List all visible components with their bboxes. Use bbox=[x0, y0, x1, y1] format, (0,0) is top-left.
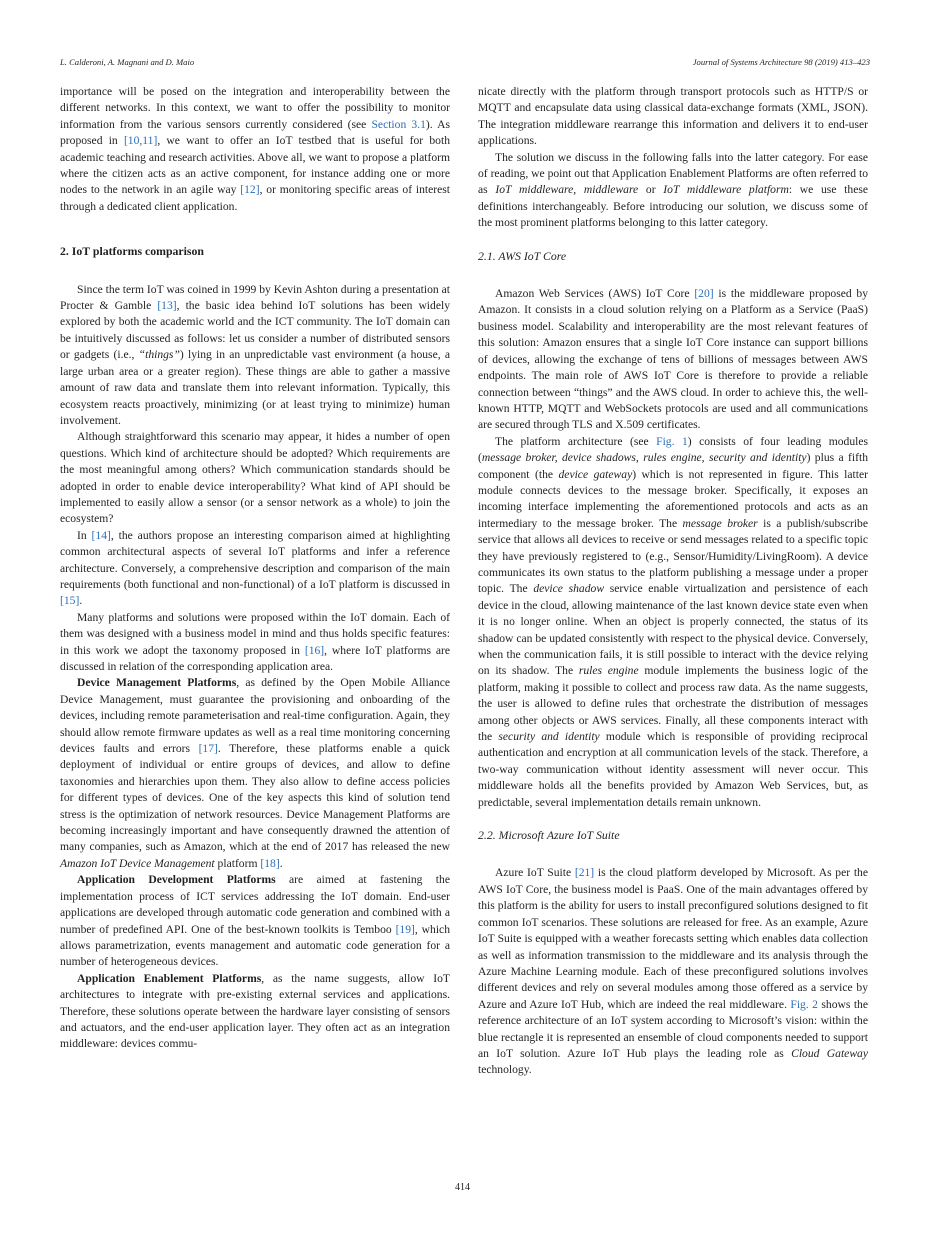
figure-link[interactable]: Fig. 2 bbox=[790, 997, 818, 1011]
citation-link[interactable]: [17] bbox=[198, 742, 218, 756]
paragraph-intro-continued: importance will be posed on the integration and interoperability between the different networks. In this context, we want to offer the possibility to monitor information from the various sensors currently considered (see Section 3.1). As proposed in [10,11], we want to offer an IoT testbed that is useful for both academic teaching and research activities. Above all, we want to propose a platform where the citizen acts as an active component, for instance adding one or more nodes to the network in an agile way [12], or monitoring specific areas of interest through a dedicated client application. bbox=[60, 85, 451, 213]
citation-link[interactable]: [21] bbox=[574, 866, 595, 880]
citation-link[interactable]: [20] bbox=[694, 287, 714, 301]
citation-link[interactable]: [15] bbox=[60, 594, 80, 608]
citation-link[interactable]: [13] bbox=[157, 299, 177, 313]
paragraph: Azure IoT Suite [21] is the cloud platform developed by Microsoft. As per the AWS IoT Core, the business model is PaaS. One of the main advantages offered by this platform is the ability for users to install preconfigured solutions designed to fit common IoT scenarios. These solutions are released for free. As an example, Azure IoT Suite is equipped with a weather forecasts setting which enables data collection as well as information transmission to the middleware and its analysis through the Azure Machine Learning module. Each of these preconfigured solutions involves different devices and rely on several modules among those offered as a service by Azure and Azure IoT Hub, which are indeed the real middleware. Fig. 2 shows the reference architecture of an IoT system according to Microsoft’s vision: within the blue rectangle it is represented an ensemble of cloud components needed to support an IoT solution. Azure IoT Hub plays the leading role as Cloud Gateway technology. bbox=[478, 866, 868, 1077]
running-header-journal: Journal of Systems Architecture 98 (2019) 413–423 bbox=[692, 57, 870, 67]
figure-link[interactable]: Fig. 1 bbox=[656, 434, 688, 448]
subsection-heading: 2.1. AWS IoT Core bbox=[478, 248, 567, 263]
paragraph: The solution we discuss in the following falls into the latter category. For ease of reading, we point out that Application Enablement Platforms are often referred to as IoT middleware, middleware or IoT middleware platform: we use these definitions interchangeably. Before introducing our solution, we discuss some of the most prominent platforms belonging to this latter category. bbox=[478, 150, 868, 230]
section-heading: 2. IoT platforms comparison bbox=[60, 244, 204, 259]
paragraph-continued: nicate directly with the platform through transport protocols such as HTTP/S or MQTT and encapsulate data using classical data-exchange formats (XML, JSON). The integration middleware rearrange this information and delivers it to end-user applications. bbox=[478, 85, 868, 148]
paragraph: Although straightforward this scenario may appear, it hides a number of open questions. Which kind of architecture should be adopted? Which requirements are the most meaningful among others? Which communication standards should be adopted in order to enable device interoperability? What kind of API should be implemented to easily allow a sensor (or a sensor network as a whole) to join the ecosystem? bbox=[60, 430, 450, 526]
paragraph: Since the term IoT was coined in 1999 by Kevin Ashton during a presentation at Procter & Gamble [13], the basic idea behind IoT solutions has been widely explored by both the academic world and the ICT community. The IoT domain can be intuitively discussed as follows: let us consider a number of distributed sensors or gadgets (i.e., “things”) lying in an unpredictable vast environment (a house, a large urban area or a greater region). These things are able to gather a massive amount of raw data and translate them into relevant information. Typically, this ecosystem reacts proactively, minimizing (or at least trying to minimize) human involvement. bbox=[60, 282, 450, 427]
paragraph: Device Management Platforms, as defined by the Open Mobile Alliance Device Management, must guarantee the provisioning and onboarding of the devices, including remote parameterisation and real-time configuration. Again, they should allow remote firmware updates as well as a real time monitoring concerning devices faults and errors [17]. Therefore, these platforms enable a quick deployment of individual or entire groups of devices, and allow to define taxonomies and hierarchies upon them. They also allow to define access policies for different types of devices. One of the key aspects this kind of solution tend stress is the optimization of network resources. Device Management Platforms are becoming increasingly important and have consequently drawned the attention of many companies, such as Amazon, which at the end of 2017 has released the new Amazon IoT Device Management platform [18]. bbox=[60, 676, 450, 870]
left-column bbox=[60, 84, 450, 1053]
page-number: 414 bbox=[455, 1182, 470, 1193]
citation-link[interactable]: [10,11] bbox=[123, 134, 158, 148]
citation-link[interactable]: [16] bbox=[304, 643, 325, 657]
section-link[interactable]: Section 3.1 bbox=[371, 117, 426, 131]
citation-link[interactable]: [19] bbox=[395, 922, 415, 936]
paragraph: In [14], the authors propose an interesting comparison aimed at highlighting common architectural aspects of several IoT platforms and infer a reference architecture. Conversely, a comprehensive description and comparison of the main requirements (both functional and non-functional) of a IoT platform is discussed in [15]. bbox=[60, 528, 450, 608]
paragraph: Application Enablement Platforms, as the name suggests, allow IoT architectures to integrate with pre-existing external services and applications. Therefore, these solutions operate between the hardware layer consisting of sensors and actuators, and the end-user application layer. They often act as an integration middleware: devices commu- bbox=[60, 971, 450, 1051]
citation-link[interactable]: [12] bbox=[240, 183, 260, 197]
right-column bbox=[478, 84, 868, 1079]
running-header-authors: L. Calderoni, A. Magnani and D. Maio bbox=[60, 57, 195, 67]
citation-link[interactable]: [18] bbox=[260, 856, 280, 870]
paragraph: Amazon Web Services (AWS) IoT Core [20] is the middleware proposed by Amazon. It consists in a cloud solution relying on a Platform as a Service (PaaS) business model. Scalability and interoperability are the most relevant features of this solution: Amazon ensures that a single IoT Core instance can support billions of devices, allowing the exchange of tens of billions of messages between AWS endpoints. The main role of AWS IoT Core is therefore to provide a reliable connection between “things” and the AWS cloud. In order to achieve this, the well-known HTTP, MQTT and WebSockets protocols are used and all communications are secured through TLS and X.509 certificates. bbox=[478, 287, 869, 432]
citation-link[interactable]: [14] bbox=[91, 528, 111, 542]
paragraph: Application Development Platforms are aimed at fastening the implementation process of ICT services addressing the IoT domain. End-user applications are developed through automatic code generation and combined with a number of predefined API. One of the best-known toolkits is Temboo [19], which allows parametrization, events management and automatic code generation for a number of heterogeneous devices. bbox=[60, 873, 450, 969]
paragraph: Many platforms and solutions were proposed within the IoT domain. Each of them was designed with a business model in mind and thus holds specific features: in this work we adopt the taxonomy proposed in [16], where IoT platforms are discussed in relation of the corresponding application area. bbox=[60, 610, 450, 673]
paragraph: The platform architecture (see Fig. 1) consists of four leading modules (message broker, device shadows, rules engine, security and identity) plus a fifth component (the device gateway) which is not represented in figure. This latter module connects devices to the message broker. Specifically, it exposes an incoming interface implementing the aforementioned protocols and acts as an intermediary to the message broker. The message broker is a publish/subscribe service that allows all devices to receive or send messages related to a specific topic they have previously registered to (e.g., Sensor/Humidity/LivingRoom). A device communicates its own status to the platform publishing a message under a proper topic. The device shadow service enable virtualization and persistence of each device in the cloud, allowing maintenance of the last known device state even when it is no longer online. When an object is properly connected, the status of its shadow can be updated consistently with respect to the physical device. Conversely, when the communication fails, it is still possible to interact with the device relying on its shadow. The rules engine module implements the business logic of the platform, making it possible to collect and process raw data. As the name suggests, the user is allowed to define rules that orchestrate the distribution of messages among other objects or AWS services. Finally, all these components interact with the security and identity module which is responsible of providing reciprocal authentication and encryption at all communication levels of the stack. Therefore, a two-way communication without identity assessment will never occur. This middleware holds all the benefits provided by Amazon Web Services, but, as predictable, several implementation details remain unknown. bbox=[478, 434, 869, 809]
subsection-heading: 2.2. Microsoft Azure IoT Suite bbox=[478, 828, 620, 843]
